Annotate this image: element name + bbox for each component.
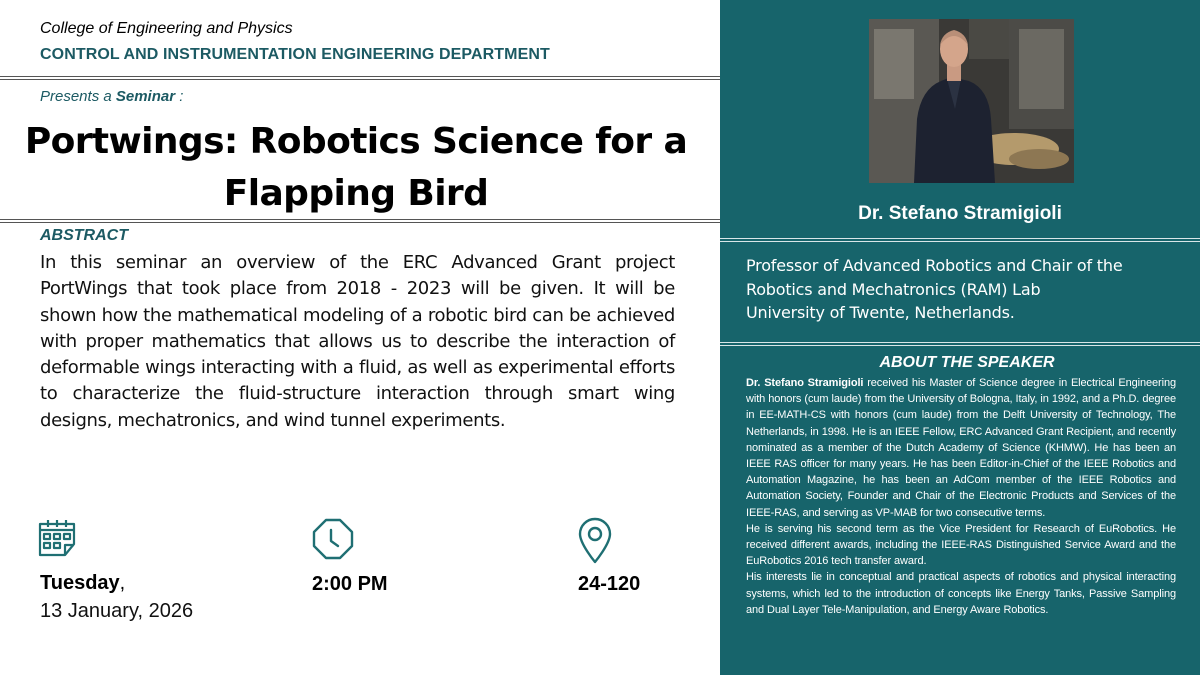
event-date: 13 January, 2026 bbox=[40, 600, 194, 622]
bio-paragraph: His interests lie in conceptual and practical aspects of robotics and physical interacting systems, which led to the introduction of concepts like Energy Tanks, Passive Sampling and Dual Layer Tele-Manipulation, and Energy Aware Robotics. bbox=[746, 571, 1176, 616]
presents-line: Presents a Seminar : bbox=[40, 88, 184, 105]
title-line-1: Portwings: Robotics Science for a bbox=[24, 121, 688, 162]
bio-paragraph: He is serving his second term as the Vice President for Research of EuRobotics. He received different awards, including the IEEE-RAS Distinguished Service Award and the EuRobotics 2016 tech transfer award. bbox=[746, 522, 1176, 568]
event-day: Tuesday, bbox=[40, 572, 126, 594]
bio-paragraph: Dr. Stefano Stramigioli received his Master of Science degree in Electrical Engineering with honors (cum laude) from the University of Bologna, Italy, in 1992, and a Ph.D. degree in EE-MATH-CS with honors (cum laude) from the Delft University of Technology, The Netherlands, in 1998. He is an IEEE Fellow, ERC Advanced Grant Recipient, and recently nominated as a member of the Dutch Academy of Science (KHMW). He has been an IEEE RAS officer for many years. He has been Editor-in-Chief of the IEEE Robotics and Automation Magazine, he has been an AdCom member of the IEEE Robotics and Automation Society, Founder and Chair of the Electronic Products and Services of the IEEE-RAS, and serving as VP-MAB for two consecutive terms. bbox=[746, 377, 1176, 519]
divider bbox=[0, 219, 720, 223]
divider bbox=[720, 342, 1200, 346]
divider bbox=[0, 76, 720, 80]
speaker-photo bbox=[869, 19, 1074, 183]
department-name: CONTROL AND INSTRUMENTATION ENGINEERING DEPARTMENT bbox=[40, 46, 550, 63]
event-time: 2:00 PM bbox=[312, 573, 388, 595]
title-line-2: Flapping Bird bbox=[223, 173, 489, 214]
bio-name: Dr. Stefano Stramigioli bbox=[746, 377, 864, 389]
speaker-affiliation: Professor of Advanced Robotics and Chair of the Robotics and Mechatronics (RAM) Lab University of Twente, Netherlands. bbox=[746, 256, 1123, 322]
speaker-bio bbox=[746, 375, 1176, 618]
presents-seminar: Seminar bbox=[115, 88, 176, 105]
about-speaker-heading: ABOUT THE SPEAKER bbox=[879, 354, 1055, 371]
college-name: College of Engineering and Physics bbox=[40, 20, 293, 37]
seminar-title bbox=[0, 116, 712, 220]
speaker-name: Dr. Stefano Stramigioli bbox=[858, 203, 1062, 224]
abstract-text: In this seminar an overview of the ERC Advanced Grant project PortWings that took place from 2018 - 2023 will be given. It will be shown how the mathematical modeling of a robotic bird can be achieved with proper mathematics that allows us to describe the interaction of deformable wings interacting with a fluid, as well as experimental efforts to characterize the fluid-structure interaction through smart wing designs, mechatronics, and wind tunnel experiments. bbox=[40, 252, 675, 431]
abstract-heading: ABSTRACT bbox=[40, 227, 128, 244]
calendar-icon bbox=[37, 518, 81, 558]
clock-icon bbox=[311, 517, 355, 561]
location-pin-icon bbox=[577, 517, 613, 565]
event-room: 24-120 bbox=[578, 573, 641, 595]
divider bbox=[720, 238, 1200, 242]
